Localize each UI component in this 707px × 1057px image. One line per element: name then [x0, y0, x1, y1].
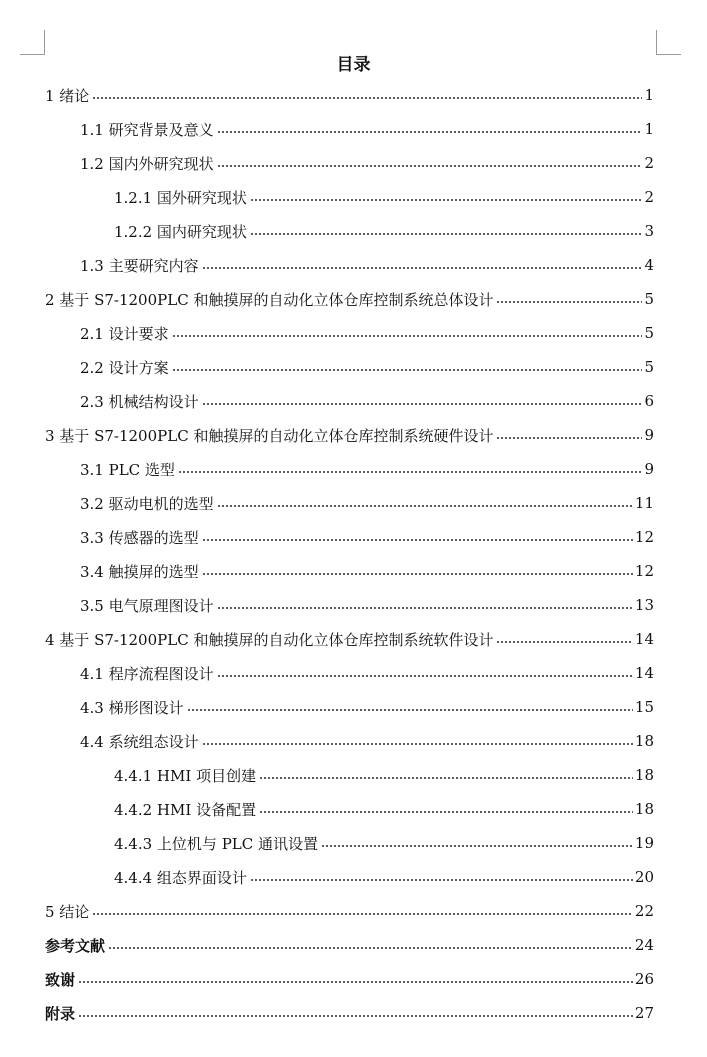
- toc-leader: [172, 335, 643, 337]
- toc-page-number: 27: [634, 1004, 654, 1022]
- toc-leader: [259, 777, 633, 779]
- toc-leader: [202, 573, 633, 575]
- toc-leader: [496, 301, 642, 303]
- toc-leader: [202, 403, 643, 405]
- toc-page-number: 12: [634, 528, 654, 546]
- toc-page-number: 12: [634, 562, 654, 580]
- toc-leader: [321, 845, 633, 847]
- toc-page-number: 18: [634, 800, 654, 818]
- toc-page-number: 2: [644, 188, 654, 206]
- toc-entry[interactable]: [45, 996, 654, 1030]
- toc-entry[interactable]: [80, 248, 654, 282]
- toc-entry[interactable]: [80, 316, 654, 350]
- toc-page-number: 20: [634, 868, 654, 886]
- toc-entry-label: 4.4 系统组态设计: [80, 732, 199, 751]
- toc-page-number: 4: [644, 256, 654, 274]
- toc-entry-label: 1.2 国内外研究现状: [80, 154, 214, 173]
- toc-leader: [108, 947, 633, 949]
- toc-leader: [259, 811, 633, 813]
- toc-entry[interactable]: [80, 656, 654, 690]
- toc-entry[interactable]: [80, 146, 654, 180]
- toc-page-number: 5: [644, 358, 654, 376]
- toc-leader: [187, 709, 633, 711]
- toc-entry-label: 3.1 PLC 选型: [80, 460, 175, 479]
- toc-page-number: 22: [634, 902, 654, 920]
- toc-page-number: 15: [634, 698, 654, 716]
- toc-entry-label: 3.2 驱动电机的选型: [80, 494, 214, 513]
- toc-page-number: 26: [634, 970, 654, 988]
- toc-entry-label: 2.3 机械结构设计: [80, 392, 199, 411]
- toc-leader: [250, 233, 643, 235]
- toc-entry-label: 2 基于 S7-1200PLC 和触摸屏的自动化立体仓库控制系统总体设计: [45, 290, 494, 309]
- toc-entry-label: 3.4 触摸屏的选型: [80, 562, 199, 581]
- toc-entry[interactable]: [80, 486, 654, 520]
- toc-leader: [202, 743, 633, 745]
- toc-leader: [78, 981, 633, 983]
- toc-page-number: 19: [634, 834, 654, 852]
- toc-entry-label: 致谢: [45, 970, 76, 989]
- toc-entry-label: 4.4.1 HMI 项目创建: [114, 766, 257, 785]
- toc-page-number: 6: [644, 392, 654, 410]
- toc-leader: [217, 505, 633, 507]
- toc-entry-label: 1.2.1 国外研究现状: [114, 188, 247, 207]
- toc-entry-label: 3.5 电气原理图设计: [80, 596, 214, 615]
- toc-entry[interactable]: [80, 384, 654, 418]
- toc-entry-label: 1.1 研究背景及意义: [80, 120, 214, 139]
- toc-page-number: 13: [634, 596, 654, 614]
- toc-entry-label: 3 基于 S7-1200PLC 和触摸屏的自动化立体仓库控制系统硬件设计: [45, 426, 494, 445]
- toc-entry[interactable]: [80, 690, 654, 724]
- toc-entry[interactable]: [80, 724, 654, 758]
- toc-entry-label: 3.3 传感器的选型: [80, 528, 199, 547]
- toc-entry-label: 4 基于 S7-1200PLC 和触摸屏的自动化立体仓库控制系统软件设计: [45, 630, 494, 649]
- toc-entry-label: 2.2 设计方案: [80, 358, 169, 377]
- toc-entry[interactable]: [114, 180, 654, 214]
- toc-entry[interactable]: [45, 962, 654, 996]
- toc-leader: [217, 131, 643, 133]
- toc-page-number: 1: [644, 120, 654, 138]
- toc-leader: [202, 539, 633, 541]
- toc-leader: [172, 369, 643, 371]
- toc-leader: [250, 879, 633, 881]
- toc-page-number: 18: [634, 732, 654, 750]
- toc-leader: [496, 641, 632, 643]
- toc-entry-label: 4.4.2 HMI 设备配置: [114, 800, 257, 819]
- toc-page-number: 1: [644, 86, 654, 104]
- toc-entry[interactable]: [114, 860, 654, 894]
- toc-leader: [217, 675, 633, 677]
- toc-page-number: 9: [644, 426, 654, 444]
- toc-page-number: 14: [634, 630, 654, 648]
- toc-entry-label: 1.3 主要研究内容: [80, 256, 199, 275]
- toc-leader: [217, 607, 633, 609]
- toc-page-number: 18: [634, 766, 654, 784]
- toc-entry[interactable]: [45, 418, 654, 452]
- toc-entry[interactable]: [80, 520, 654, 554]
- toc-entry[interactable]: [80, 112, 654, 146]
- toc-title: 目录: [336, 55, 371, 75]
- toc-entry[interactable]: [80, 452, 654, 486]
- toc-entry[interactable]: [80, 350, 654, 384]
- toc-entry-label: 5 结论: [45, 902, 90, 921]
- toc-entry[interactable]: [45, 622, 654, 656]
- toc-leader: [92, 913, 633, 915]
- toc-page-number: 14: [634, 664, 654, 682]
- toc-entry[interactable]: [45, 78, 654, 112]
- toc-page-number: 5: [644, 290, 654, 308]
- toc-leader: [217, 165, 643, 167]
- toc-leader: [178, 471, 643, 473]
- toc-leader: [496, 437, 642, 439]
- toc-entry-label: 1 绪论: [45, 86, 90, 105]
- toc-entry[interactable]: [45, 894, 654, 928]
- toc-entry-label: 附录: [45, 1004, 76, 1023]
- toc-entry[interactable]: [45, 928, 654, 962]
- toc-page-number: 5: [644, 324, 654, 342]
- toc-entry[interactable]: [80, 588, 654, 622]
- toc-entry[interactable]: [114, 214, 654, 248]
- toc-entry-label: 1.2.2 国内研究现状: [114, 222, 247, 241]
- toc-page-number: 2: [644, 154, 654, 172]
- toc-entry-label: 4.1 程序流程图设计: [80, 664, 214, 683]
- toc-entry-label: 2.1 设计要求: [80, 324, 169, 343]
- toc-page-number: 24: [634, 936, 654, 954]
- toc-leader: [202, 267, 643, 269]
- toc-page-number: 11: [634, 494, 654, 512]
- toc-page-number: 9: [644, 460, 654, 478]
- toc-entry-label: 参考文献: [45, 936, 106, 955]
- toc-leader: [78, 1015, 633, 1017]
- toc-entry-label: 4.4.3 上位机与 PLC 通讯设置: [114, 834, 319, 853]
- toc-entry[interactable]: [114, 826, 654, 860]
- toc-entry[interactable]: [114, 758, 654, 792]
- toc-entry[interactable]: [114, 792, 654, 826]
- toc-entry[interactable]: [45, 282, 654, 316]
- toc-page-number: 3: [644, 222, 654, 240]
- toc-leader: [92, 97, 642, 99]
- toc-entry[interactable]: [80, 554, 654, 588]
- toc-entry-label: 4.3 梯形图设计: [80, 698, 184, 717]
- toc-entry-label: 4.4.4 组态界面设计: [114, 868, 247, 887]
- toc-leader: [250, 199, 643, 201]
